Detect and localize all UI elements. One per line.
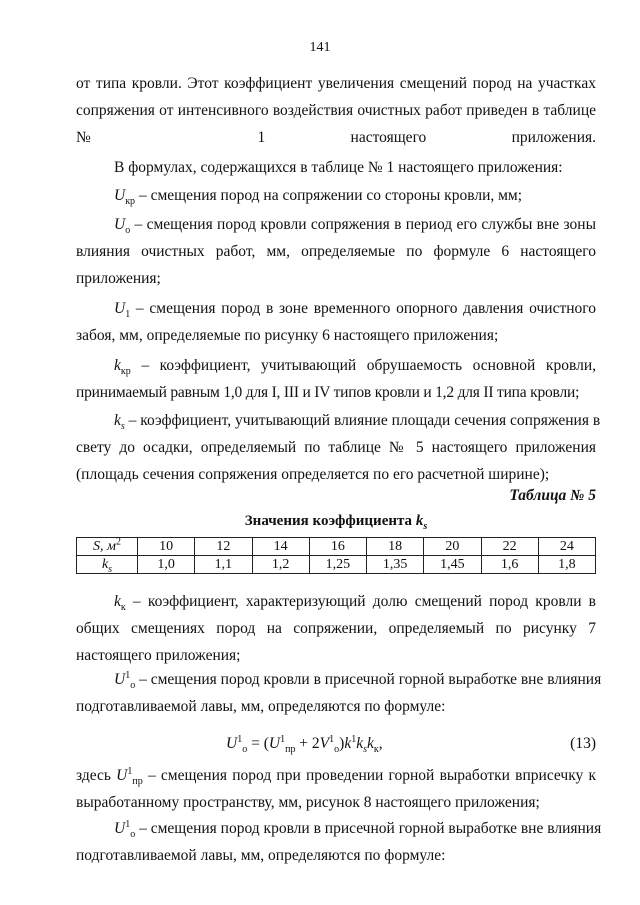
definition-text: – смещения пород кровли сопряжения в период его службы вне зоны — [130, 216, 596, 233]
table-cell: 16 — [309, 538, 366, 556]
table-title — [76, 513, 596, 530]
coefficient-table — [76, 537, 596, 574]
definition-uo — [76, 211, 596, 292]
symbol-subscript: кр — [120, 366, 131, 378]
text-line: от типа кровли. Этот коэффициент увеличения смещений пород на участках — [76, 75, 596, 92]
table-cell: 1,6 — [481, 556, 538, 574]
text-line: приложения; — [76, 270, 161, 287]
text-line: подготавливаемой лавы, мм, определяются по формуле: — [76, 698, 446, 715]
table-title-symbol: k — [415, 513, 424, 529]
symbol-subscript: 1 — [125, 309, 131, 321]
symbol: U — [114, 216, 126, 233]
intro-paragraph — [76, 70, 596, 151]
table-cell: 12 — [195, 538, 252, 556]
symbol-subscript: s — [120, 421, 125, 433]
table-cell: 1,2 — [252, 556, 309, 574]
text-line: сопряжения от интенсивного воздействия очистных работ приведен в таблице — [76, 102, 596, 119]
header-subscript: s — [108, 563, 113, 575]
table-cell: 10 — [138, 538, 195, 556]
text-line: здесь $U^1_{пр}$ – смещения пород при проведении горной выработки вприсечку к — [76, 765, 596, 788]
formula-number: (13) — [570, 735, 596, 752]
definition-text: – смещения пород в зоне временного опорного давления очистного — [130, 300, 596, 317]
text-line — [76, 407, 601, 434]
table-row — [77, 538, 596, 556]
text-line: выработанному пространству, мм, рисунок 8 настоящего приложения; — [76, 794, 540, 811]
table-cell: 22 — [481, 538, 538, 556]
definition-text: – коэффициент, учитывающий влияние площади сечения сопряжения в — [124, 412, 601, 429]
text-line: настоящего приложения; — [76, 647, 241, 664]
symbol-subscript: о — [125, 225, 131, 237]
text-line: № 1 настоящего приложения. — [76, 129, 596, 146]
table-caption: Таблица № 5 — [509, 487, 596, 504]
text-line — [76, 295, 596, 322]
text-line — [76, 211, 596, 238]
table-row — [77, 556, 596, 574]
table-title-text: Значения коэффициента — [244, 513, 413, 529]
definition-ks — [76, 407, 601, 488]
symbol: U — [114, 300, 126, 317]
definition-ukr — [76, 182, 596, 209]
text-line: подготавливаемой лавы, мм, определяются по формуле: — [76, 847, 446, 864]
table-cell: 1,1 — [195, 556, 252, 574]
text-line — [76, 352, 596, 379]
table-title-subscript: s — [423, 521, 428, 532]
definition-text: – коэффициент, характеризующий долю смещений пород кровли в — [125, 593, 596, 610]
definition-kk — [76, 588, 596, 669]
page-number: 141 — [309, 40, 331, 55]
text-line: (площадь сечения сопряжения определяется по его расчетной ширине); — [76, 466, 550, 483]
table-cell: 18 — [367, 538, 424, 556]
table-cell: 1,35 — [367, 556, 424, 574]
text-line: $U^1_о$ – смещения пород кровли в присечной горной выработке вне влияния — [114, 669, 602, 692]
definition-text: – смещения пород кровли в присечной горной выработке вне влияния — [135, 820, 602, 837]
table-cell: 1,0 — [138, 556, 195, 574]
symbol: k — [114, 412, 121, 429]
definition-u1o-first — [76, 666, 602, 720]
definition-text: – смещения пород на сопряжении со стороны кровли, мм; — [135, 187, 523, 204]
definition-u1 — [76, 295, 596, 349]
definition-kkr — [76, 352, 596, 406]
text-line: свету до осадки, определяемый по таблице № 5 настоящего приложения — [76, 439, 596, 456]
symbol-subscript: кр — [125, 196, 136, 208]
definition-u1pr — [76, 762, 596, 816]
definition-text: – смещения пород кровли в присечной горной выработке вне влияния — [135, 671, 602, 688]
text-line: общих смещениях пород на сопряжении, определяемый по рисунку 7 — [76, 620, 596, 637]
symbol-subscript: к — [120, 602, 126, 614]
table-header-cell — [77, 538, 138, 556]
table-cell: 24 — [538, 538, 595, 556]
header-superscript: 2 — [115, 536, 121, 548]
table-cell: 14 — [252, 538, 309, 556]
table-cell: 1,8 — [538, 556, 595, 574]
symbol: k — [114, 593, 121, 610]
text-line: забоя, мм, определяемые по рисунку 6 настоящего приложения; — [76, 327, 499, 344]
table-cell: 1,25 — [309, 556, 366, 574]
text-line — [76, 588, 596, 615]
definition-text: – коэффициент, учитывающий обрушаемость основной кровли, — [130, 357, 596, 374]
table-cell: 1,45 — [424, 556, 481, 574]
formulas-intro: В формулах, содержащихся в таблице № 1 настоящего приложения: — [114, 159, 563, 176]
text-line: $U^1_о$ – смещения пород кровли в присечной горной выработке вне влияния — [114, 818, 602, 841]
table-header-cell — [77, 556, 138, 574]
header-text: S, м — [93, 539, 116, 554]
text-line: принимаемый равным 1,0 для I, III и IV типов кровли и 1,2 для II типа кровли; — [76, 384, 580, 401]
table-cell: 20 — [424, 538, 481, 556]
text-line: влияния очистных работ, мм, определяемые по формуле 6 настоящего — [76, 243, 596, 260]
definition-u1o-second — [76, 815, 602, 869]
header-text: k — [101, 557, 109, 572]
symbol: k — [114, 357, 121, 374]
symbol: U — [114, 187, 126, 204]
formula-expression: $U^1_о = (U^1_{пр} + 2V^1_о)k^1k_sk_к$, — [226, 733, 383, 756]
